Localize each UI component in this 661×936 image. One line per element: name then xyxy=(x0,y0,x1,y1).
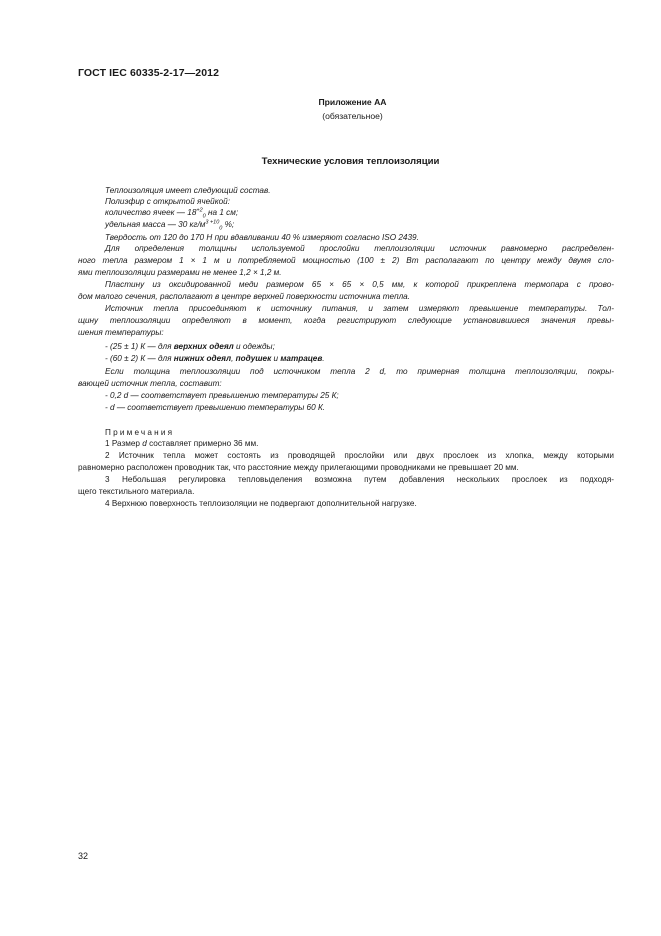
paragraph-line: дом малого сечения, располагают в центре верхней поверхности источника тепла. xyxy=(78,292,411,301)
text-run: и одежды; xyxy=(233,342,275,351)
notes-heading: Примечания xyxy=(105,428,175,437)
paragraph-line xyxy=(78,219,614,230)
paragraph-line: Твердость от 120 до 170 Н при вдавливании 40 % измеряют согласно ISO 2439. xyxy=(105,233,419,242)
paragraph-line: Пластину из оксидированной меди размером 65 × 65 × 0,5 мм, к которой прикреплена термопара с прово- xyxy=(105,280,614,289)
text-run: %; xyxy=(222,220,235,229)
note-item xyxy=(78,438,614,449)
text-run: - (25 ± 1) К — для xyxy=(105,342,174,351)
annex-status: (обязательное) xyxy=(322,111,383,121)
document-code-header: ГОСТ IEC 60335-2-17—2012 xyxy=(78,67,220,79)
subscript: 0 xyxy=(202,213,206,220)
list-item: - 0,2 d — соответствует превышению температуры 25 К; xyxy=(105,391,339,400)
paragraph-line: вающей источник тепла, составит: xyxy=(78,379,222,388)
superscript: +2 xyxy=(196,207,203,214)
paragraph-line: Полиэфир с открытой ячейкой: xyxy=(105,197,230,206)
paragraph-line: щину теплоизоляции определяют в момент, когда регистрируют следующие установившиеся значения превы- xyxy=(78,316,614,325)
paragraph-line: Источник тепла присоединяют к источнику питания, и затем измеряют превышение температуры. Тол- xyxy=(105,304,614,313)
note-item: щего текстильного материала. xyxy=(78,487,195,496)
paragraph-line: ями теплоизоляции размерами не менее 1,2 × 1,2 м. xyxy=(78,268,282,277)
note-item: 3 Небольшая регулировка тепловыделения возможна путем добавления нескольких прослоек из подходя- xyxy=(105,475,614,484)
annex-heading xyxy=(0,95,661,123)
list-item: - d — соответствует превышению температуры 60 К. xyxy=(105,403,326,412)
note-item: равномерно расположен проводник так, что расстояние между прилегающими проводниками не превышает 20 мм. xyxy=(78,463,519,472)
paragraph-line: ного тепла размером 1 × 1 м и потребляемой мощностью (100 ± 2) Вт располагают по центру между двумя сло- xyxy=(78,256,614,265)
paragraph-line: Теплоизоляция имеет следующий состав. xyxy=(105,186,271,195)
text-run: , xyxy=(231,354,236,363)
note-item: 2 Источник тепла может состоять из проводящей прослойки или двух прослоек из хлопка, между которыми xyxy=(105,451,614,460)
annex-title: Приложение АА xyxy=(318,97,387,107)
note-item: 4 Верхнюю поверхность теплоизоляции не подвергают дополнительной нагрузке. xyxy=(105,499,417,508)
text-run: - (60 ± 2) К — для xyxy=(105,354,174,363)
section-title: Технические условия теплоизоляции xyxy=(261,156,440,167)
page-number: 32 xyxy=(78,851,89,861)
paragraph-line: Для определения толщины используемой прослойки теплоизоляции источник равномерно распределен- xyxy=(105,244,614,253)
text-run: удельная масса — 30 кг/м xyxy=(105,220,206,229)
bold-term: нижних одеял xyxy=(173,354,232,363)
superscript: 3 +10 xyxy=(205,219,220,226)
list-item xyxy=(78,341,614,352)
paragraph-line: Если толщина теплоизоляции под источником тепла 2 d, то примерная толщина теплоизоляции, покры- xyxy=(105,367,614,376)
bold-term: подушек xyxy=(235,354,272,363)
paragraph-line xyxy=(78,207,614,218)
text-run: составляет примерно 36 мм. xyxy=(146,439,259,448)
text-run: . xyxy=(322,354,325,363)
text-run: на 1 см; xyxy=(205,208,239,217)
bold-term: верхних одеял xyxy=(173,342,234,351)
text-run: и xyxy=(271,354,281,363)
bold-term: матрацев xyxy=(280,354,323,363)
paragraph-line: шения температуры: xyxy=(78,328,164,337)
subscript: 0 xyxy=(219,225,223,232)
text-run: количество ячеек — 18 xyxy=(105,208,197,217)
text-run: 1 Размер xyxy=(105,439,143,448)
list-item xyxy=(78,353,614,364)
text-run: d xyxy=(142,439,147,448)
